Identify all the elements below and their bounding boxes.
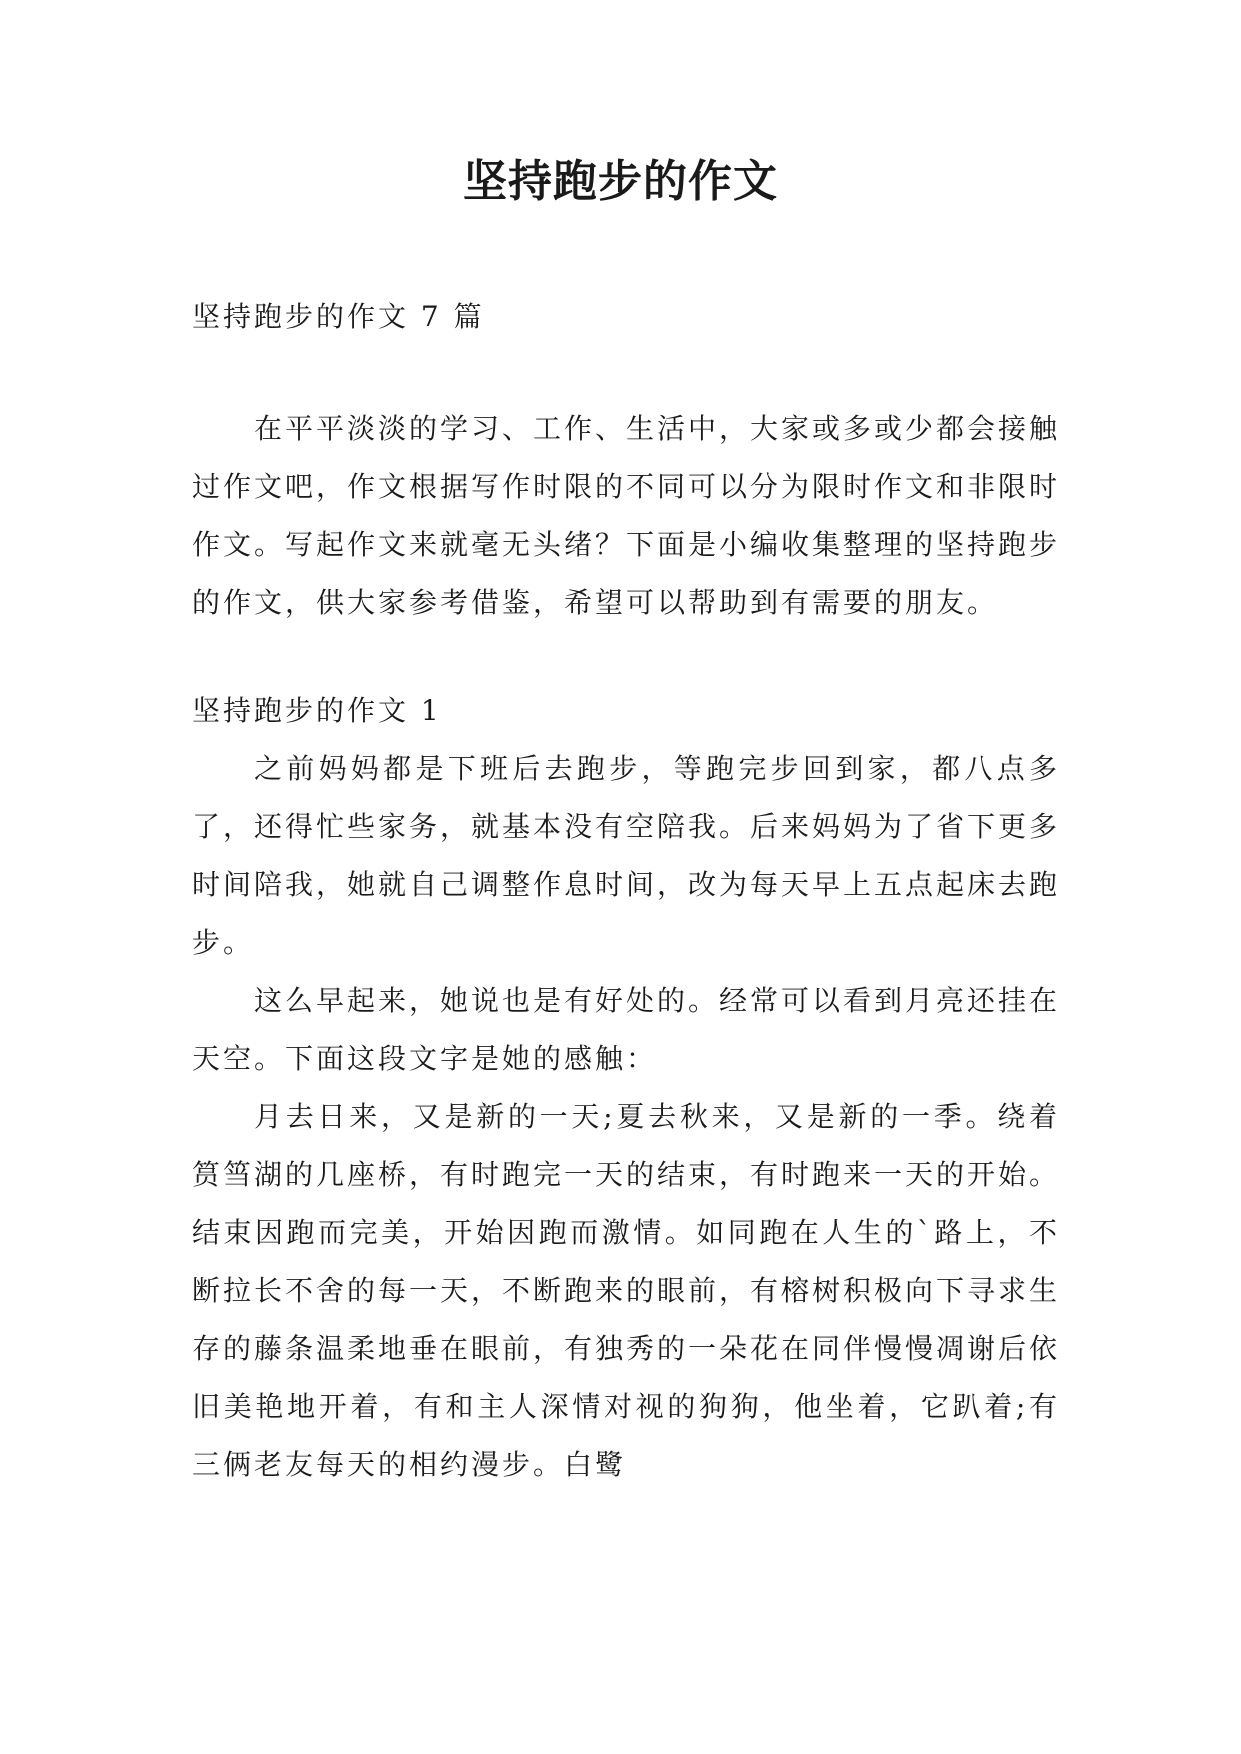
document-subtitle: 坚持跑步的作文 7 篇 [192, 300, 485, 333]
section-paragraph: 月去日来，又是新的一天;夏去秋来，又是新的一季。绕着筼筜湖的几座桥，有时跑完一天的结束，有时跑来一天的开始。结束因跑而完美，开始因跑而激情。如同跑在人生的`路上，不断拉长不舍的每一天，不断跑来的眼前，有榕树积极向下寻求生存的藤条温柔地垂在眼前，有独秀的一朵花在同伴慢慢凋谢后依旧美艳地开着，有和主人深情对视的狗狗，他坐着，它趴着;有三俩老友每天的相约漫步。白鹭 [192, 1100, 1061, 1481]
section-heading: 坚持跑步的作文 1 [192, 694, 442, 727]
spacer [192, 632, 1060, 682]
document-body [192, 288, 1060, 1494]
spacer [192, 346, 1060, 400]
intro-paragraph: 在平平淡淡的学习、工作、生活中，大家或多或少都会接触过作文吧，作文根据写作时限的不同可以分为限时作文和非限时作文。写起作文来就毫无头绪？下面是小编收集整理的坚持跑步的作文，供大家参考借鉴，希望可以帮助到有需要的朋友。 [192, 412, 1061, 619]
section-paragraph: 之前妈妈都是下班后去跑步，等跑完步回到家，都八点多了，还得忙些家务，就基本没有空陪我。后来妈妈为了省下更多时间陪我，她就自己调整作息时间，改为每天早上五点起床去跑步。 [192, 752, 1061, 959]
section-paragraph: 这么早起来，她说也是有好处的。经常可以看到月亮还挂在天空。下面这段文字是她的感触： [192, 984, 1061, 1075]
document-title: 坚持跑步的作文 [463, 156, 778, 207]
